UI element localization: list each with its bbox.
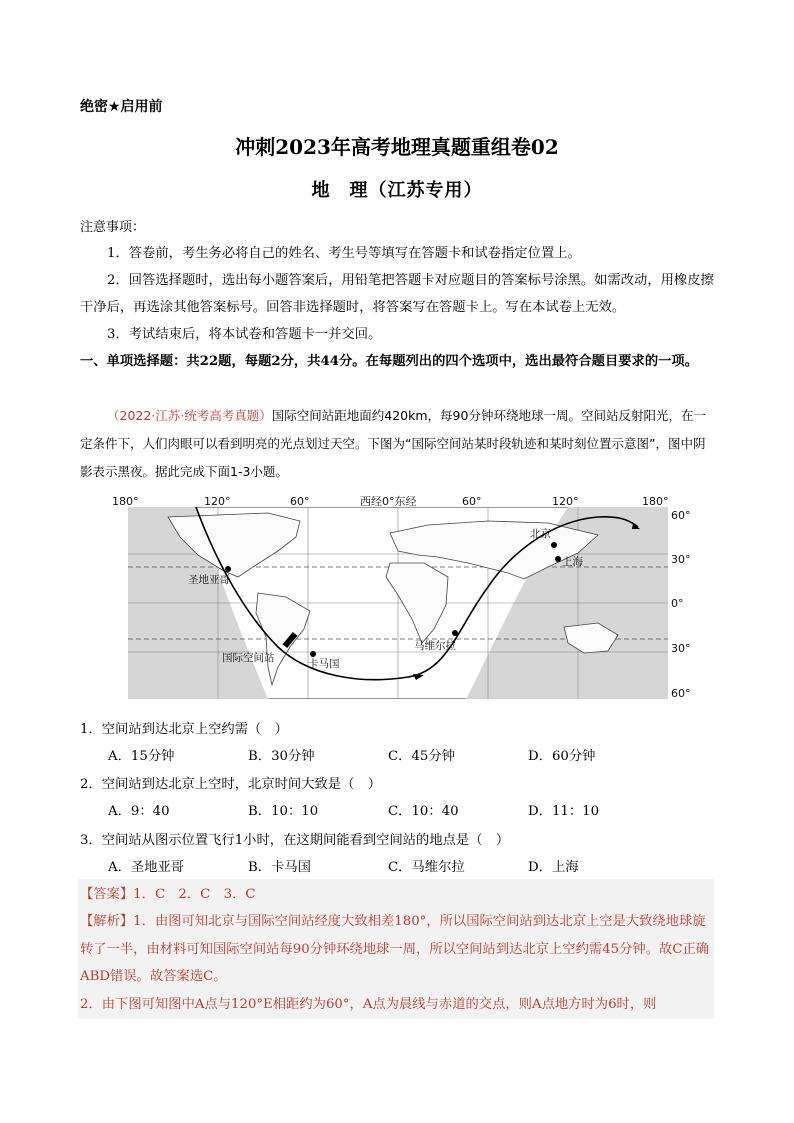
right-tick: 60° — [671, 509, 691, 522]
right-tick: 0° — [671, 597, 684, 610]
material-paragraph — [80, 402, 716, 486]
analysis-paragraph-1: 【解析】1．由图可知北京与国际空间站经度大致相差180°，所以国际空间站到达北京上空是大致绕地球旋转了一半，由材料可知国际空间站每90分钟环绕地球一周，所以空间站到达北京上空约需45分钟。故C正确ABD错误。故答案选C。 — [80, 914, 710, 984]
top-tick: 西经0°东经 — [360, 495, 417, 506]
place-dot — [310, 651, 316, 657]
top-tick: 60° — [462, 495, 482, 506]
top-tick: 180° — [112, 495, 139, 506]
question-1-stem: 1．空间站到达北京上空约需（ ） — [80, 722, 288, 737]
q1-option-d[interactable]: D．60分钟 — [528, 749, 596, 764]
question-3-stem: 3．空间站从图示位置飞行1小时，在这期间能看到空间站的地点是（ ） — [80, 833, 510, 848]
material-source: （2022·江苏·统考高考真题） — [107, 408, 272, 423]
right-tick: 60° — [671, 687, 691, 700]
place-label-santiago: 圣地亚哥 — [188, 574, 230, 586]
map-right-axis — [669, 507, 699, 702]
section-heading: 一、单项选择题：共22题，每题2分，共44分。在每题列出的四个选项中，选出最符合题目要求的一项。 — [80, 354, 699, 369]
question-1-options — [108, 745, 668, 764]
place-label-iss: 国际空间站 — [222, 652, 275, 664]
q3-option-b[interactable]: B．卡马国 — [248, 860, 311, 875]
question-2-stem: 2．空间站到达北京上空时，北京时间大致是（ ） — [80, 777, 381, 792]
q1-option-b[interactable]: B．30分钟 — [248, 749, 315, 764]
q2-option-d[interactable]: D．11：10 — [528, 804, 600, 819]
place-label-shanghai: 上海 — [562, 556, 583, 568]
place-dot — [555, 556, 561, 562]
q2-option-c[interactable]: C．10：40 — [388, 804, 459, 819]
confidential-mark: 绝密★启用前 — [80, 99, 163, 115]
question-3-options — [108, 856, 668, 875]
place-label-kama: 卡马国 — [308, 658, 340, 670]
place-dot — [551, 542, 557, 548]
analysis-paragraph-2: 2．由下图可知图中A点与120°E相距约为60°，A点为晨线与赤道的交点，则A点地方时为6时，则 — [80, 997, 657, 1012]
right-tick: 30° — [671, 642, 691, 655]
answer-line: 【答案】1．C 2．C 3．C — [80, 887, 256, 902]
top-tick: 60° — [290, 495, 310, 506]
notice-item-2: 2．回答选择题时，选出每小题答案后，用铅笔把答题卡对应题目的答案标号涂黑。如需改动，用橡皮擦干净后，再选涂其他答案标号。回答非选择题时，将答案写在答题卡上。写在本试卷上无效。 — [80, 273, 714, 315]
q1-option-a[interactable]: A．15分钟 — [108, 749, 175, 764]
q3-option-c[interactable]: C．马维尔拉 — [388, 860, 465, 875]
place-dot — [225, 566, 231, 572]
q1-option-c[interactable]: C．45分钟 — [388, 749, 455, 764]
place-label-beijing: 北京 — [530, 528, 551, 540]
q2-option-a[interactable]: A．9：40 — [108, 804, 170, 819]
place-label-mavila: 马维尔拉 — [414, 640, 456, 652]
q3-option-d[interactable]: D．上海 — [528, 860, 579, 875]
place-dot — [452, 630, 458, 636]
q3-option-a[interactable]: A．圣地亚哥 — [108, 860, 185, 875]
page-title: 冲刺2023年高考地理真题重组卷02 — [235, 135, 559, 159]
iss-track-map — [128, 507, 668, 699]
material-text: 国际空间站距地面约420km，每90分钟环绕地球一周。空间站反射阳光，在一定条件下，人们肉眼可以看到明亮的光点划过天空。下图为“国际空间站某时段轨迹和某时刻位置示意图”，图中阴影表示黑夜。据此完成下面1-3小题。 — [80, 408, 706, 479]
notice-item-1: 1．答卷前，考生务必将自己的姓名、考生号等填写在答题卡和试卷指定位置上。 — [107, 246, 581, 261]
top-tick: 180° — [642, 495, 669, 506]
q2-option-b[interactable]: B．10：10 — [248, 804, 319, 819]
notice-item-3: 3．考试结束后，将本试卷和答题卡一并交回。 — [107, 327, 382, 342]
right-tick: 30° — [671, 553, 691, 566]
question-2-options — [108, 800, 668, 819]
top-tick: 120° — [204, 495, 231, 506]
top-tick: 120° — [552, 495, 579, 506]
notice-heading: 注意事项： — [80, 220, 146, 235]
page-subtitle: 地 理（江苏专用） — [311, 180, 483, 201]
map-top-axis — [112, 494, 682, 506]
